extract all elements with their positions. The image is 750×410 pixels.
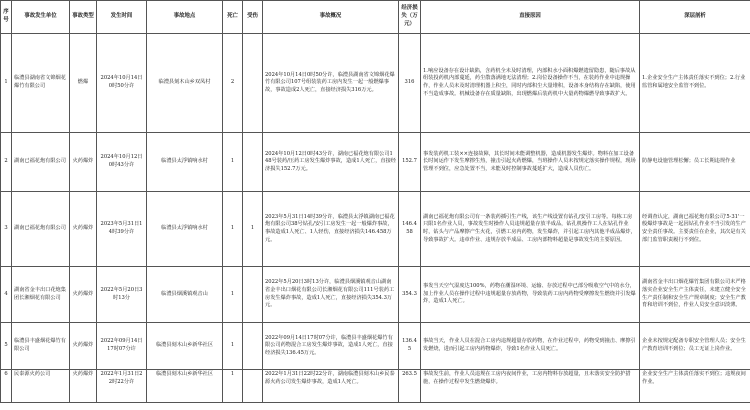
row-cause: 事发装药机工装××连接故障，其长时间未能调整机器，造成机器发生爆炸。物料在加工设备长时间运作下发生摩擦生热，撞击引起火药燃爆，当班操作人员未按规定落实操作规程，现场管理不到位，应急处置不当，未能及时控制事故蔓延扩大，造成人员伤亡。 — [421, 133, 640, 192]
row-unit: 湖南已福花炮有限公司 — [12, 133, 70, 192]
col-header-type: 事故类型 — [70, 1, 97, 34]
col-header-place: 事故地点 — [147, 1, 223, 34]
row-deaths: 1 — [223, 192, 243, 267]
row-type: 燃爆 — [70, 34, 97, 133]
row-type: 火药爆炸 — [70, 370, 97, 403]
row-place: 临澧县刻木山乡新华社区 — [147, 370, 223, 403]
table-row — [1, 323, 750, 370]
row-unit: 湖南省金丰出口花炮集团长湘烟花有限公司 — [12, 267, 70, 323]
row-place: 临澧县刻木山乡双凤村 — [147, 34, 223, 133]
row-unit: 民泰源火药公司 — [12, 370, 70, 403]
row-summary: 2022年09月14日17时07分许，临澧县丰盛烟花爆竹有限公司药物混合工房发生爆炸事故，造成1人死亡，直接经济损失136.45万元。 — [263, 323, 399, 370]
row-time: 2024年10月14日0时50分许 — [97, 34, 147, 133]
row-number: 1 — [1, 34, 12, 133]
col-header-deaths: 死亡 — [223, 1, 243, 34]
row-cause: 事故当天，作业人员在混合工房内违规超量存放药物，在作业过程中，药物受到撞击、摩擦引发燃烧，进而引起工房内药物爆炸，导致1名作业人员死亡。 — [421, 323, 640, 370]
row-summary: 2022年5月20日3时13分许，临澧县烟溪镇观音山湖南省金丰出口烟花有限公司长湘烟花有限公司111号装药工房发生爆炸事故，造成1人死亡，直接经济损失354.3万元。 — [263, 267, 399, 323]
row-unit: 湖南已福花炮有限公司 — [12, 192, 70, 267]
row-time: 2022年5月20日3时13分 — [97, 267, 147, 323]
row-injured — [243, 133, 263, 192]
row-cause: 事故发生前，作业人员违规在工房内夜间作业，工房内物料存放超量，且未落实安全防护措施，在操作过程中发生燃烧爆炸。 — [421, 370, 640, 403]
table-row — [1, 267, 750, 323]
header-row — [1, 1, 750, 34]
row-number: 2 — [1, 133, 12, 192]
row-summary: 2023年5月31日14时39分许，临澧县太浮镇湖南已福花炮有限公司38号钻孔/安引工房发生一起一般爆炸事故，事故造成1人死亡、1人轻伤，直接经济损失146.458万元。 — [263, 192, 399, 267]
row-cause: 1.响应设备存在设计缺陷，含药机全未及时清理，内部积水小面积爆燃遗留隐患，随后事故从组装投药机内部蔓延，药尘散落满地无法清理；2.岗位设备操作不当，在装药作业中违规操作，作业人员未及时清理机器上积尘，同时内部积尘大量堆积，设备本身结构存在缺陷，使用不当造成事故。机械设备存在质量缺陷，出现燃爆后装药机中大量药物爆燃导致事故扩大。 — [421, 34, 640, 133]
row-analysis: 经调查认定，湖南已福花炮有限公司'5·31'一般爆炸事故是一起因钻孔作业不当引发的生产安全责任事故。主要责任在企业，其次是有关部门监管职责履行不到位。 — [640, 192, 750, 267]
row-place: 临澧县刻木山乡新华社区 — [147, 323, 223, 370]
row-number: 4 — [1, 267, 12, 323]
table-row — [1, 370, 750, 403]
row-place: 临澧县太浮镇响水村 — [147, 192, 223, 267]
row-summary: 2024年10月14日0时50分许，临澧县湖南省文锦烟花爆竹有限公司107号组装装药工房内发生一起一般燃爆事故，事故造成2人死亡，直接经济损失316万元。 — [263, 34, 399, 133]
row-deaths: 1 — [223, 133, 243, 192]
row-loss: 316 — [399, 34, 421, 133]
col-header-cause: 直接原因 — [421, 1, 640, 34]
table-row — [1, 133, 750, 192]
row-time: 2024年10月12日0时43分许 — [97, 133, 147, 192]
table-row — [1, 34, 750, 133]
table-row — [1, 192, 750, 267]
row-cause: 湖南已福花炮有限公司有一条装药插引生产线，该生产线设置有钻孔/安引工房等。每栋工房只限1名作业人员，事故发生时操作人员违规超量存放半成品，钻孔机操作工人在钻孔作业时，钻头与产品摩擦产生火花，引燃工房内药物，发生爆炸，并引起工房内其他半成品爆炸，导致事故扩大。违章作业、违规存放半成品、工房内部物料超量是事故发生的主要原因。 — [421, 192, 640, 267]
row-type: 火药爆炸 — [70, 323, 97, 370]
col-header-loss: 经济损失（万元） — [399, 1, 421, 34]
row-unit: 临澧县丰盛烟花爆竹有限公司 — [12, 323, 70, 370]
row-number: 5 — [1, 323, 12, 370]
row-loss: 136.45 — [399, 323, 421, 370]
row-injured — [243, 323, 263, 370]
row-injured: 1 — [243, 192, 263, 267]
row-summary: 2022年1月31日22时22分许，湖南临澧县刻木山乡民泰源火药公司发生爆炸事故，造成1人死亡。 — [263, 370, 399, 403]
row-injured — [243, 370, 263, 403]
row-type: 火药爆炸 — [70, 133, 97, 192]
row-type: 火药爆炸 — [70, 192, 97, 267]
row-loss: 354.3 — [399, 267, 421, 323]
row-time: 2022年1月31日22时22分许 — [97, 370, 147, 403]
row-number: 3 — [1, 192, 12, 267]
row-analysis: 防静电设施管理松懈；员工长期违规作业 — [640, 133, 750, 192]
row-injured — [243, 267, 263, 323]
row-loss: 146.458 — [399, 192, 421, 267]
row-loss: 152.7 — [399, 133, 421, 192]
row-place: 临澧县烟溪镇观音山 — [147, 267, 223, 323]
row-analysis: 企业未按规定配备专职安全管理人员；安全生产教育培训不到位；员工无证上岗作业。 — [640, 323, 750, 370]
row-summary: 2024年10月12日0时43分许，湖南已福花炮有限公司148号装药/压药工房发生爆炸事故，造成1人死亡，直接经济损失152.7万元。 — [263, 133, 399, 192]
row-deaths: 2 — [223, 34, 243, 133]
row-deaths: 1 — [223, 267, 243, 323]
col-header-unit: 事故发生单位 — [12, 1, 70, 34]
row-place: 临澧县太浮镇响水村 — [147, 133, 223, 192]
row-injured — [243, 34, 263, 133]
row-time: 2023年5月31日14时39分许 — [97, 192, 147, 267]
row-analysis: 湖南省金丰出口烟花爆竹集团有限公司未严格落实企业安全生产主体责任，未建立健全安全生产责任制和安全生产规章制度；安全生产教育和培训不到位，作业人员安全意识淡薄。 — [640, 267, 750, 323]
col-header-time: 发生时间 — [97, 1, 147, 34]
col-header-no: 序号 — [1, 1, 12, 34]
col-header-analysis: 深层剖析 — [640, 1, 750, 34]
row-deaths: 1 — [223, 323, 243, 370]
row-number: 6 — [1, 370, 12, 403]
row-analysis: 企业安全生产主体责任落实不到位；违规夜间作业。 — [640, 370, 750, 403]
col-header-injured: 受伤 — [243, 1, 263, 34]
row-type: 火药爆炸 — [70, 267, 97, 323]
row-cause: 事发当天空气湿度达100%，药物在潮湿环境、运输、存放过程中已部分吸收空气中的水分，加上作业人员在操作过程中违规超量存放药物，导致装药工房内药物受摩擦发生燃烧并引发爆炸，造成1人死亡。 — [421, 267, 640, 323]
row-time: 2022年09月14日17时07分许 — [97, 323, 147, 370]
row-analysis: 1.企业安全生产主体责任落实不到位；2.行业监管和属地安全监管不到位。 — [640, 34, 750, 133]
row-deaths: 1 — [223, 370, 243, 403]
col-header-summary: 事故概况 — [263, 1, 399, 34]
row-unit: 临澧县湖南省文锦烟花爆竹有限公司 — [12, 34, 70, 133]
row-loss: 263.5 — [399, 370, 421, 403]
